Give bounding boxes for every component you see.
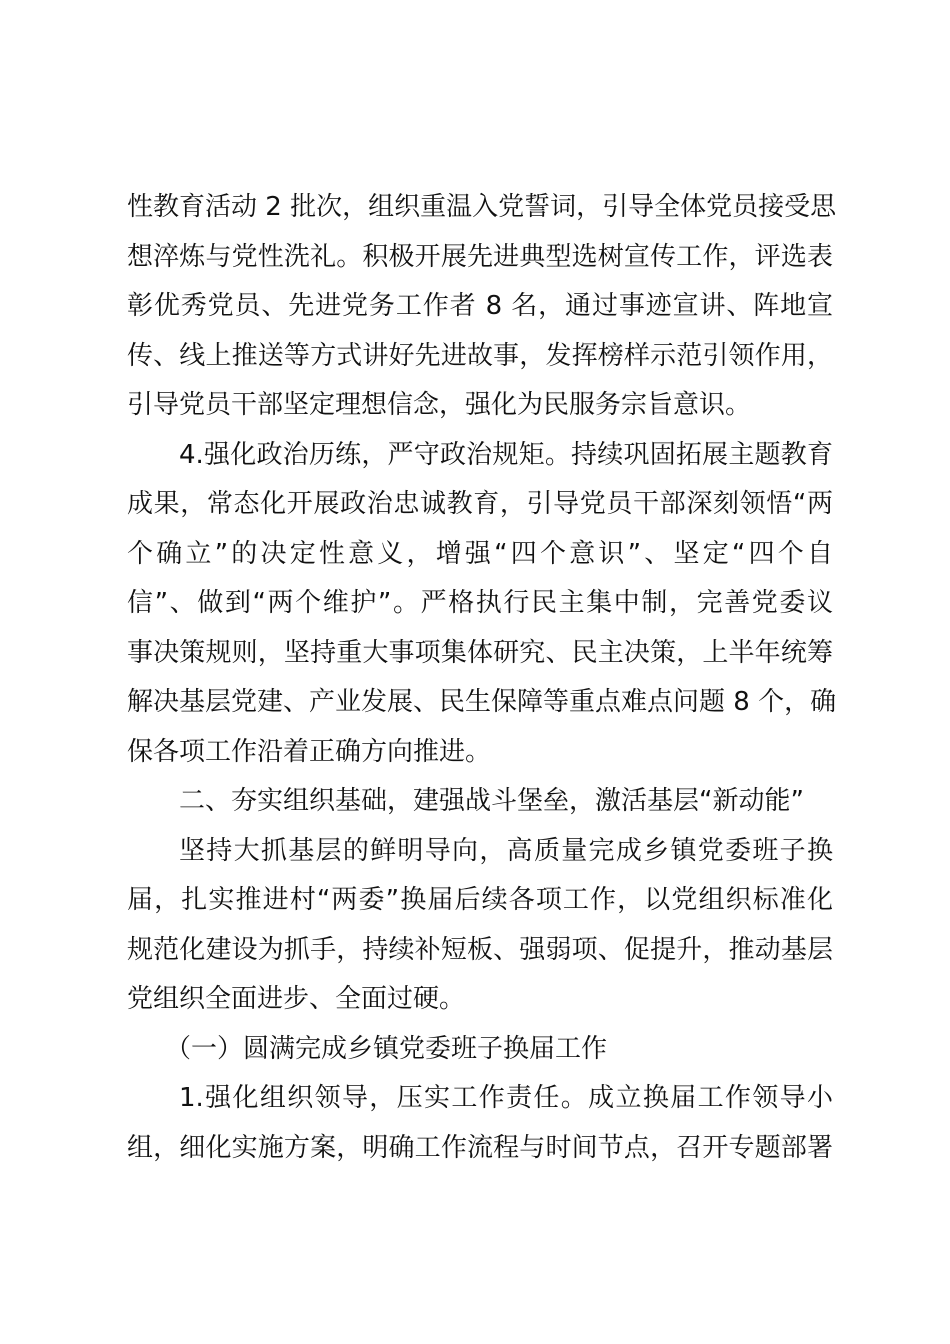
paragraph-section-intro — [127, 827, 833, 1025]
text-line: 规范化建设为抓手，持续补短板、强弱项、促提升，推动基层 — [127, 934, 833, 965]
paragraph-continuation — [127, 183, 837, 431]
document-body — [127, 183, 837, 1173]
paragraph-subsection-item-1 — [127, 1074, 833, 1173]
text-line: 传、线上推送等方式讲好先进故事，发挥榜样示范引领作用， — [127, 340, 833, 371]
text-line: 届，扎实推进村“两委”换届后续各项工作，以党组织标准化 — [127, 885, 833, 915]
text-line: 引导党员干部坚定理想信念，强化为民服务宗旨意识。 — [127, 390, 752, 420]
text-line: 坚持大抓基层的鲜明导向，高质量完成乡镇党委班子换 — [179, 835, 833, 866]
text-line: 性教育活动 2 批次，组织重温入党誓词，引导全体党员接受思 — [127, 192, 837, 222]
text-line: 彰优秀党员、先进党务工作者 8 名，通过事迹宣讲、阵地宣 — [127, 291, 833, 321]
text-line: 想淬炼与党性洗礼。积极开展先进典型选树宣传工作，评选表 — [127, 241, 833, 272]
text-line: 成果，常态化开展政治忠诚教育，引导党员干部深刻领悟“两 — [127, 489, 833, 519]
text-line: 党组织全面进步、全面过硬。 — [127, 984, 466, 1014]
text-line: 4.强化政治历练，严守政治规矩。持续巩固拓展主题教育 — [179, 439, 833, 470]
text-line: 个确立”的决定性意义，增强“四个意识”、坚定“四个自 — [127, 538, 833, 569]
text-line: 保各项工作沿着正确方向推进。 — [127, 736, 492, 767]
text-line: 信”、做到“两个维护”。严格执行民主集中制，完善党委议 — [127, 588, 833, 618]
text-line: 解决基层党建、产业发展、民生保障等重点难点问题 8 个，确 — [127, 687, 837, 717]
text-line: 1.强化组织领导，压实工作责任。成立换届工作领导小 — [179, 1083, 833, 1113]
paragraph-item-4 — [127, 431, 837, 778]
heading-text: （一）圆满完成乡镇党委班子换届工作 — [165, 1033, 608, 1064]
text-line: 组，细化实施方案，明确工作流程与时间节点，召开专题部署 — [127, 1132, 833, 1163]
heading-text: 二、夯实组织基础，建强战斗堡垒，激活基层“新动能” — [179, 786, 804, 816]
subsection-heading — [127, 1025, 833, 1075]
section-heading — [127, 777, 833, 827]
text-line: 事决策规则，坚持重大事项集体研究、民主决策，上半年统筹 — [127, 637, 833, 668]
